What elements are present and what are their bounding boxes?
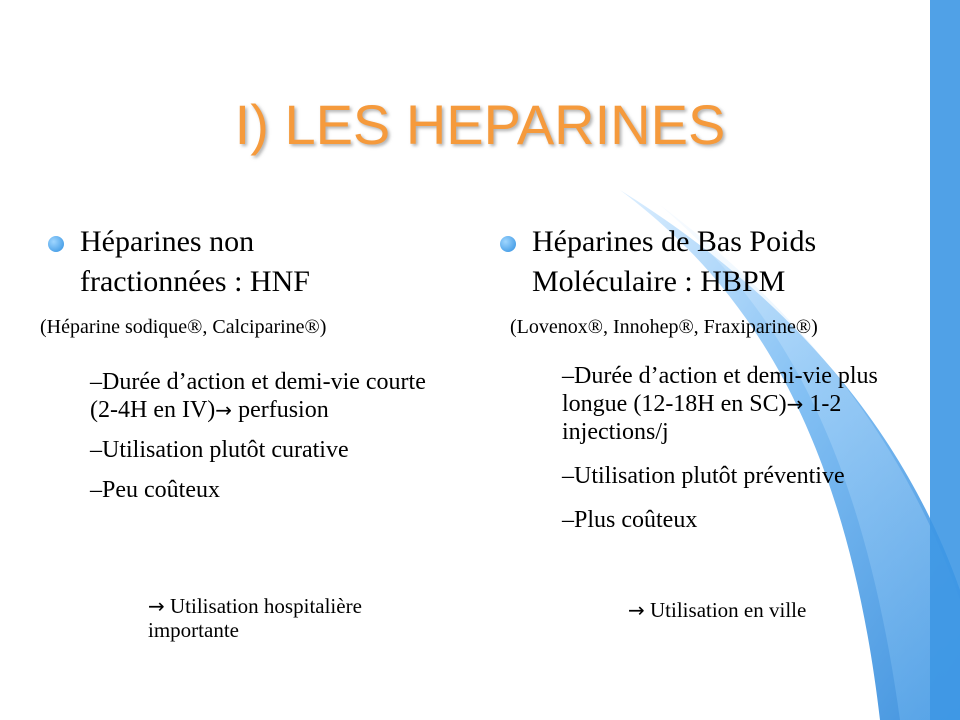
bullet-hnf: [48, 222, 408, 302]
arrow-right-icon: →: [786, 392, 804, 416]
hnf-brand-note: (Héparine sodique®, Calciparine®): [40, 316, 327, 338]
hnf-conclusion: → Utilisation hospitalière importante: [148, 594, 362, 642]
hbpm-conclusion: → Utilisation en ville: [628, 598, 807, 622]
bullet-hbpm: [500, 222, 900, 302]
bullet-hbpm-text: Héparines de Bas Poids Moléculaire : HBPM: [532, 225, 817, 298]
bullet-hnf-text: Héparines non fractionnées : HNF: [80, 225, 310, 298]
hbpm-item-duration: –Durée d’action et demi-vie plus longue (12-18H en SC)→ 1-2 injections/j: [562, 363, 878, 445]
hnf-item-usage: –Utilisation plutôt curative: [90, 437, 349, 463]
hbpm-brand-note: (Lovenox®, Innohep®, Fraxiparine®): [510, 316, 818, 338]
hbpm-item-cost: –Plus coûteux: [562, 507, 698, 533]
hnf-item-duration: –Durée d’action et demi-vie courte (2-4H en IV)→ perfusion: [90, 369, 426, 423]
arrow-right-icon: →: [215, 398, 233, 422]
arrow-right-icon: →: [148, 594, 165, 618]
hbpm-item-usage: –Utilisation plutôt préventive: [562, 463, 845, 489]
bullet-dot-icon: [48, 236, 64, 252]
hbpm-details: [562, 362, 892, 534]
hnf-item-cost: –Peu coûteux: [90, 477, 220, 503]
slide-title: I) LES HEPARINES: [234, 93, 726, 156]
arrow-right-icon: →: [628, 598, 645, 622]
bullet-dot-icon: [500, 236, 516, 252]
hnf-details: [90, 368, 435, 504]
